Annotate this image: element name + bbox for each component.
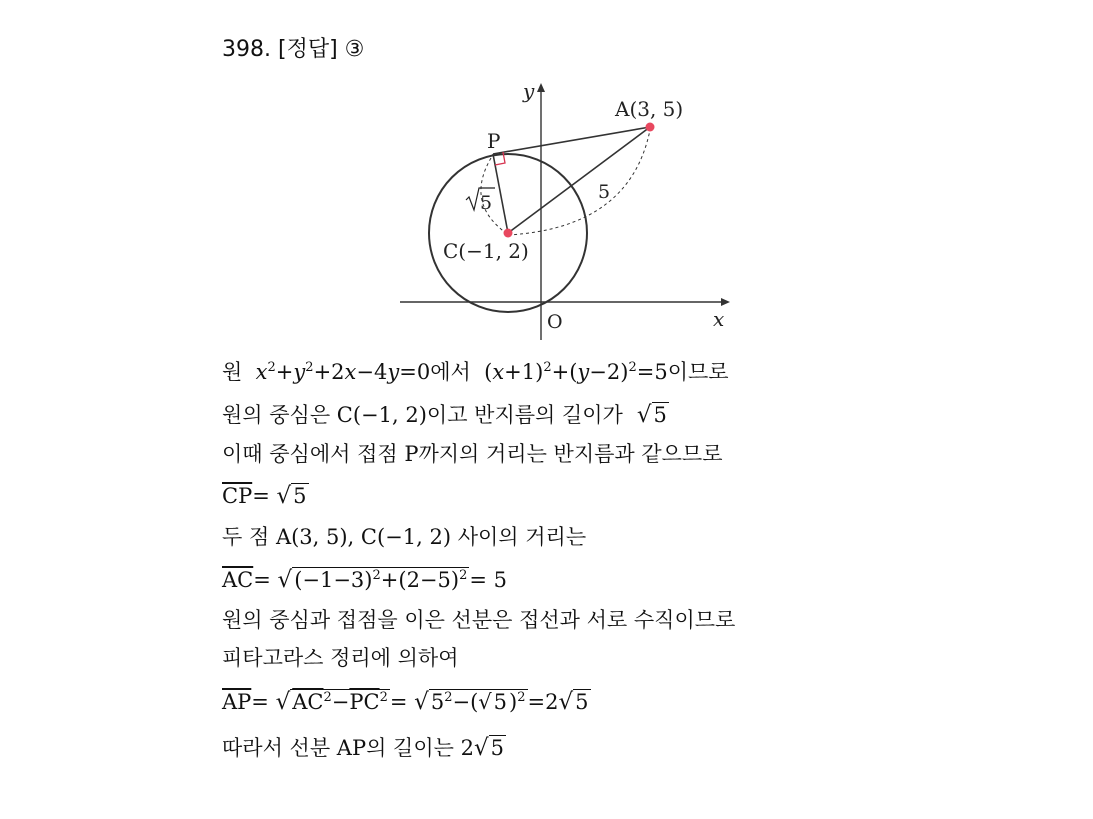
line8-text: 피타고라스 정리에 의하여	[222, 646, 459, 670]
solution-line-5	[222, 523, 586, 551]
line6-radical: √	[277, 567, 293, 593]
solution-line-10	[222, 734, 506, 762]
line1-standard-form: $(x+1)^2+(y-2)^2=5$	[477, 360, 668, 384]
line9-radical-1: √	[275, 689, 291, 715]
line5-text-a: 두 점	[222, 525, 270, 549]
line4-radicand: 5	[293, 484, 307, 508]
line9-equals-2: =	[389, 690, 408, 714]
solution-line-1	[222, 358, 729, 386]
problem-header	[222, 32, 364, 63]
solution-line-7	[222, 606, 735, 634]
line10-text-a: 따라서 선분	[222, 736, 331, 760]
solution-line-2	[222, 401, 669, 429]
point-c-dot	[504, 229, 513, 238]
line2-text-a: 원의 중심은	[222, 403, 331, 427]
line9-segment-ac: AC	[292, 690, 324, 714]
line9-exponent: 2	[517, 690, 526, 705]
answer-choice: ③	[344, 37, 365, 62]
label-len-ac: 5	[598, 181, 611, 203]
label-len-cp-value: 5	[480, 192, 493, 214]
line9-result: =2	[527, 690, 559, 714]
line4-radical: √	[276, 483, 292, 509]
problem-number: 398.	[222, 37, 271, 62]
line6-equals: =	[253, 568, 271, 592]
solution-line-6	[222, 566, 507, 594]
segment-pa	[493, 127, 650, 154]
point-a-dot	[646, 123, 655, 132]
label-len-cp	[466, 188, 495, 214]
label-x-axis: x	[713, 307, 725, 331]
solution-line-4	[222, 482, 309, 510]
solution-line-9	[222, 688, 591, 716]
line5-text-c: 사이의 거리는	[457, 525, 587, 549]
label-origin: O	[547, 311, 563, 333]
line1-word-therefore: 이므로	[667, 360, 729, 384]
line2-text-c: 이고 반지름의 길이가	[426, 403, 623, 427]
line10-coefficient: 2	[460, 736, 474, 760]
line9-radicand-1: $AC^2-\overline{PC}^2$	[292, 690, 388, 714]
y-axis-arrow	[537, 83, 545, 92]
segment-pc	[493, 154, 508, 233]
line3-point-p: P	[404, 442, 419, 466]
line2-center: C(−1, 2)	[336, 403, 427, 427]
line2-radicand: 5	[653, 403, 667, 427]
answer-tag: [정답]	[277, 37, 338, 62]
line10-radicand: 5	[490, 736, 505, 760]
line9-radicand-2: $5^2-(√5)^2$	[430, 690, 526, 714]
line6-radicand: $(-1-3)^2+(2-5)^2$	[294, 568, 468, 592]
label-y-axis: y	[523, 79, 535, 103]
line1-word-from: 에서	[430, 360, 471, 384]
line6-result: = 5	[469, 568, 508, 592]
line3-text-c: 까지의 거리는 반지름과 같으므로	[418, 442, 723, 466]
line7-text: 원의 중심과 접점을 이은 선분은 접선과 서로 수직이므로	[222, 608, 736, 632]
line1-equation: $x^2+y^2+2x-4y=0$	[255, 360, 431, 384]
dashed-arc-ca	[508, 130, 650, 235]
segment-ca	[508, 127, 650, 233]
line9-radical-2: √	[414, 689, 429, 715]
line4-segment-cp: $\overline{CP}$	[222, 484, 253, 508]
line9-result-radicand: 5	[575, 690, 589, 714]
line5-points: A(3, 5), C(−1, 2)	[275, 525, 452, 549]
line10-radical: √	[473, 735, 489, 761]
label-c: C(−1, 2)	[443, 239, 529, 263]
solution-line-3	[222, 440, 723, 468]
line9-radical-3: √	[558, 689, 574, 715]
geometry-figure	[395, 78, 740, 343]
line1-word-circle: 원	[222, 360, 243, 384]
label-p: P	[487, 129, 501, 153]
line3-text-a: 이때 중심에서 접점	[222, 442, 398, 466]
line4-equals: =	[252, 484, 270, 508]
x-axis-arrow	[721, 298, 730, 306]
line2-radical: √	[629, 402, 652, 428]
line9-segment-pc: $\overline{PC}$	[349, 690, 380, 714]
line9-inner-radicand: 5	[493, 690, 508, 714]
label-a: A(3, 5)	[615, 97, 684, 121]
solution-line-8	[222, 644, 459, 672]
line6-segment-ac: $\overline{AC}$	[222, 568, 254, 592]
line9-equals-1: =	[251, 690, 269, 714]
line9-segment-ap: $\overline{AP}$	[222, 690, 252, 714]
line10-text-c: 의 길이는	[366, 736, 454, 760]
line10-segment-ap: AP	[336, 736, 367, 760]
